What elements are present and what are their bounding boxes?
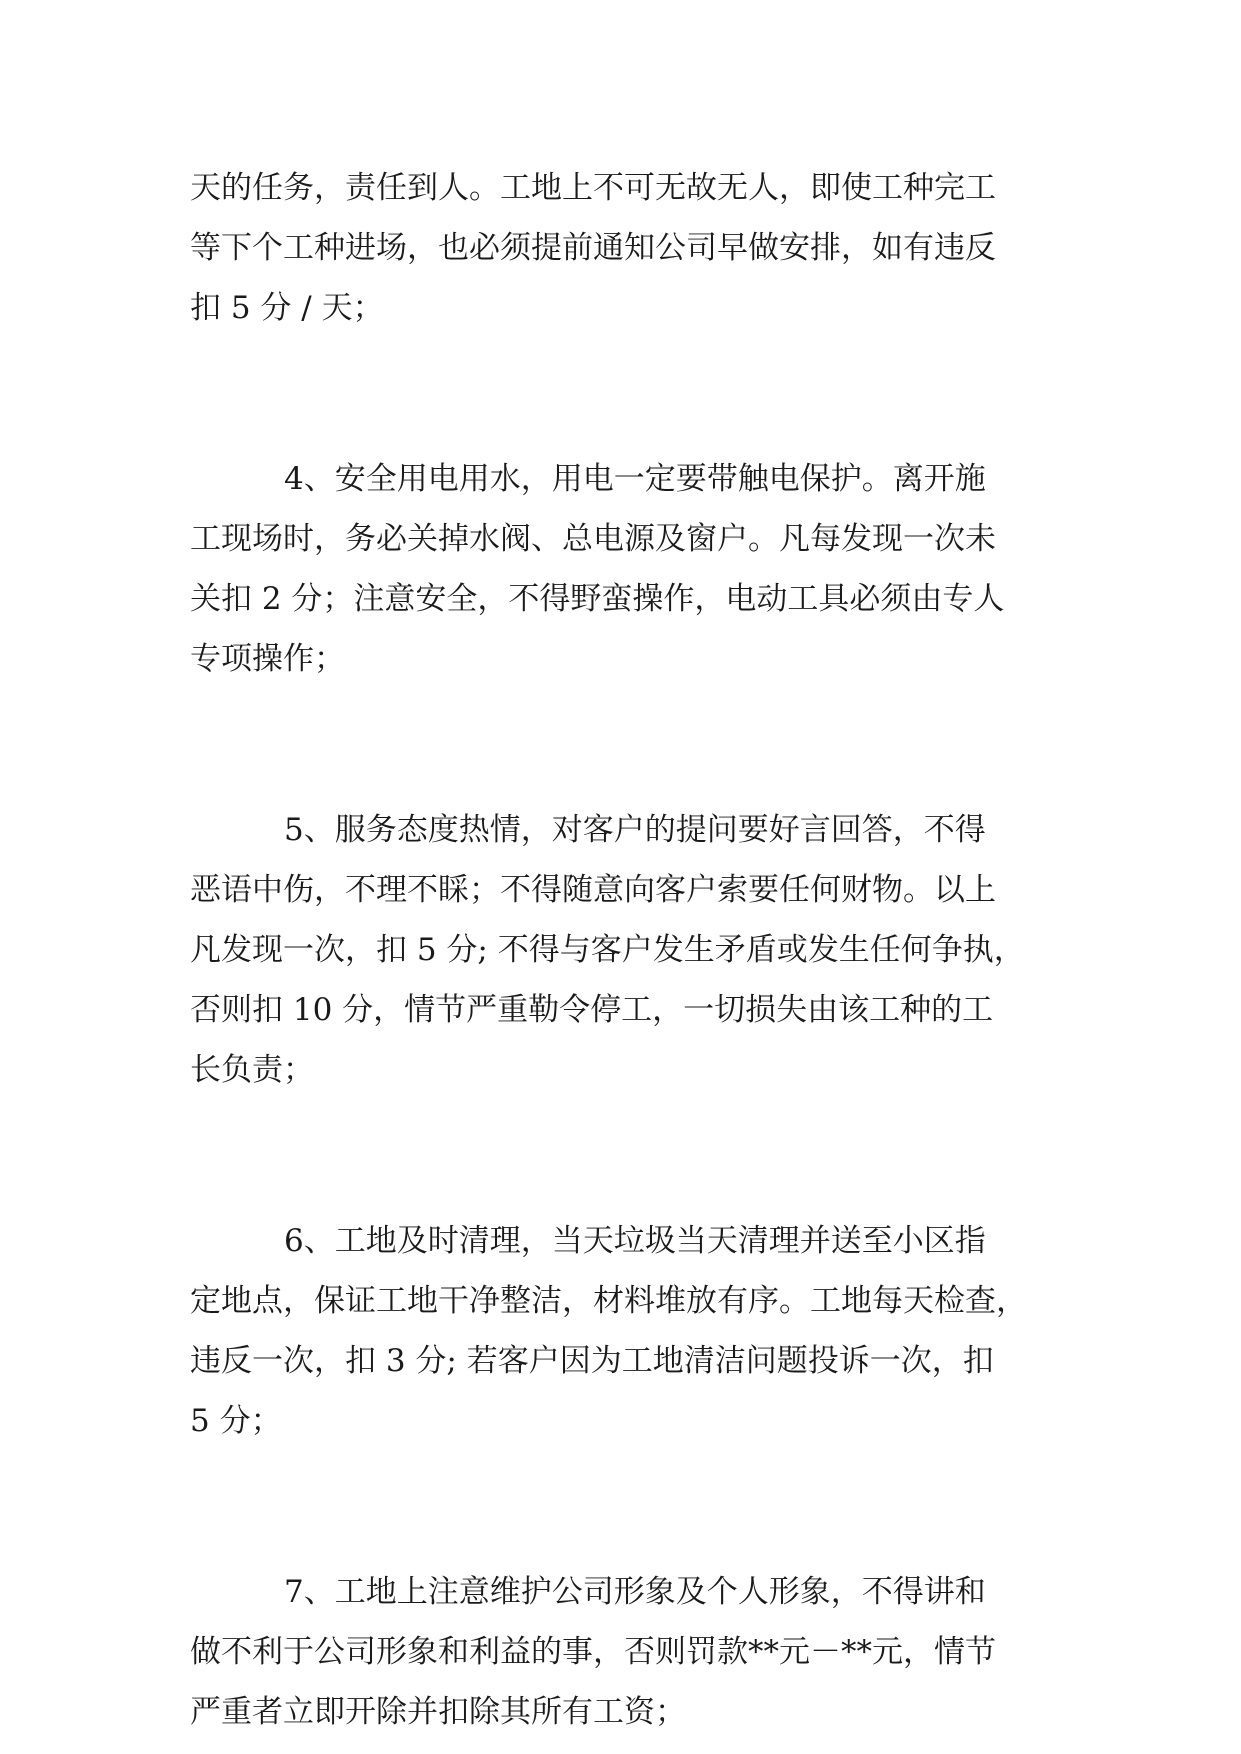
text-line: 专项操作； <box>190 641 345 677</box>
text-line: 严重者立即开除并扣除其所有工资； <box>190 1694 686 1730</box>
text-line: 做不利于公司形象和利益的事，否则罚款**元－**元，情节 <box>190 1634 996 1670</box>
text-line: 定地点，保证工地干净整洁，材料堆放有序。工地每天检查， <box>190 1283 1027 1319</box>
paragraph-spacer <box>190 1451 1058 1562</box>
text-line: 等下个工种进场，也必须提前通知公司早做安排，如有违反 <box>190 230 996 266</box>
paragraph-item-6-cleanup <box>190 1211 1058 1451</box>
text-line: 恶语中伤，不理不睬；不得随意向客户索要任何财物。以上 <box>190 872 996 908</box>
text-line: 7、工地上注意维护公司形象及个人形象，不得讲和 <box>284 1574 986 1610</box>
document-body <box>190 158 1058 1742</box>
text-line: 6、工地及时清理，当天垃圾当天清理并送至小区指 <box>284 1223 986 1259</box>
paragraph-spacer <box>190 1100 1058 1211</box>
paragraph-spacer <box>190 689 1058 800</box>
paragraph-item-7-image <box>190 1562 1058 1742</box>
text-line: 否则扣 10 分，情节严重勒令停工，一切损失由该工种的工 <box>190 992 994 1028</box>
paragraph-item-4-safety <box>190 449 1058 689</box>
text-line: 5 分； <box>190 1403 282 1439</box>
text-line: 5、服务态度热情，对客户的提问要好言回答，不得 <box>284 812 986 848</box>
text-line: 扣 5 分 / 天； <box>190 290 384 326</box>
text-line: 4、安全用电用水，用电一定要带触电保护。离开施 <box>284 461 986 497</box>
text-line: 天的任务，责任到人。工地上不可无故无人，即使工种完工 <box>190 170 996 206</box>
text-line: 长负责； <box>190 1052 314 1088</box>
text-line: 关扣 2 分；注意安全，不得野蛮操作，电动工具必须由专人 <box>190 581 1005 617</box>
text-line: 违反一次，扣 3 分; 若客户因为工地清洁问题投诉一次，扣 <box>190 1343 994 1379</box>
paragraph-spacer <box>190 338 1058 449</box>
paragraph-item-5-service <box>190 800 1058 1100</box>
text-line: 工现场时，务必关掉水阀、总电源及窗户。凡每发现一次未 <box>190 521 996 557</box>
paragraph-task-responsibility <box>190 158 1058 338</box>
text-line: 凡发现一次，扣 5 分; 不得与客户发生矛盾或发生任何争执， <box>190 932 1025 968</box>
